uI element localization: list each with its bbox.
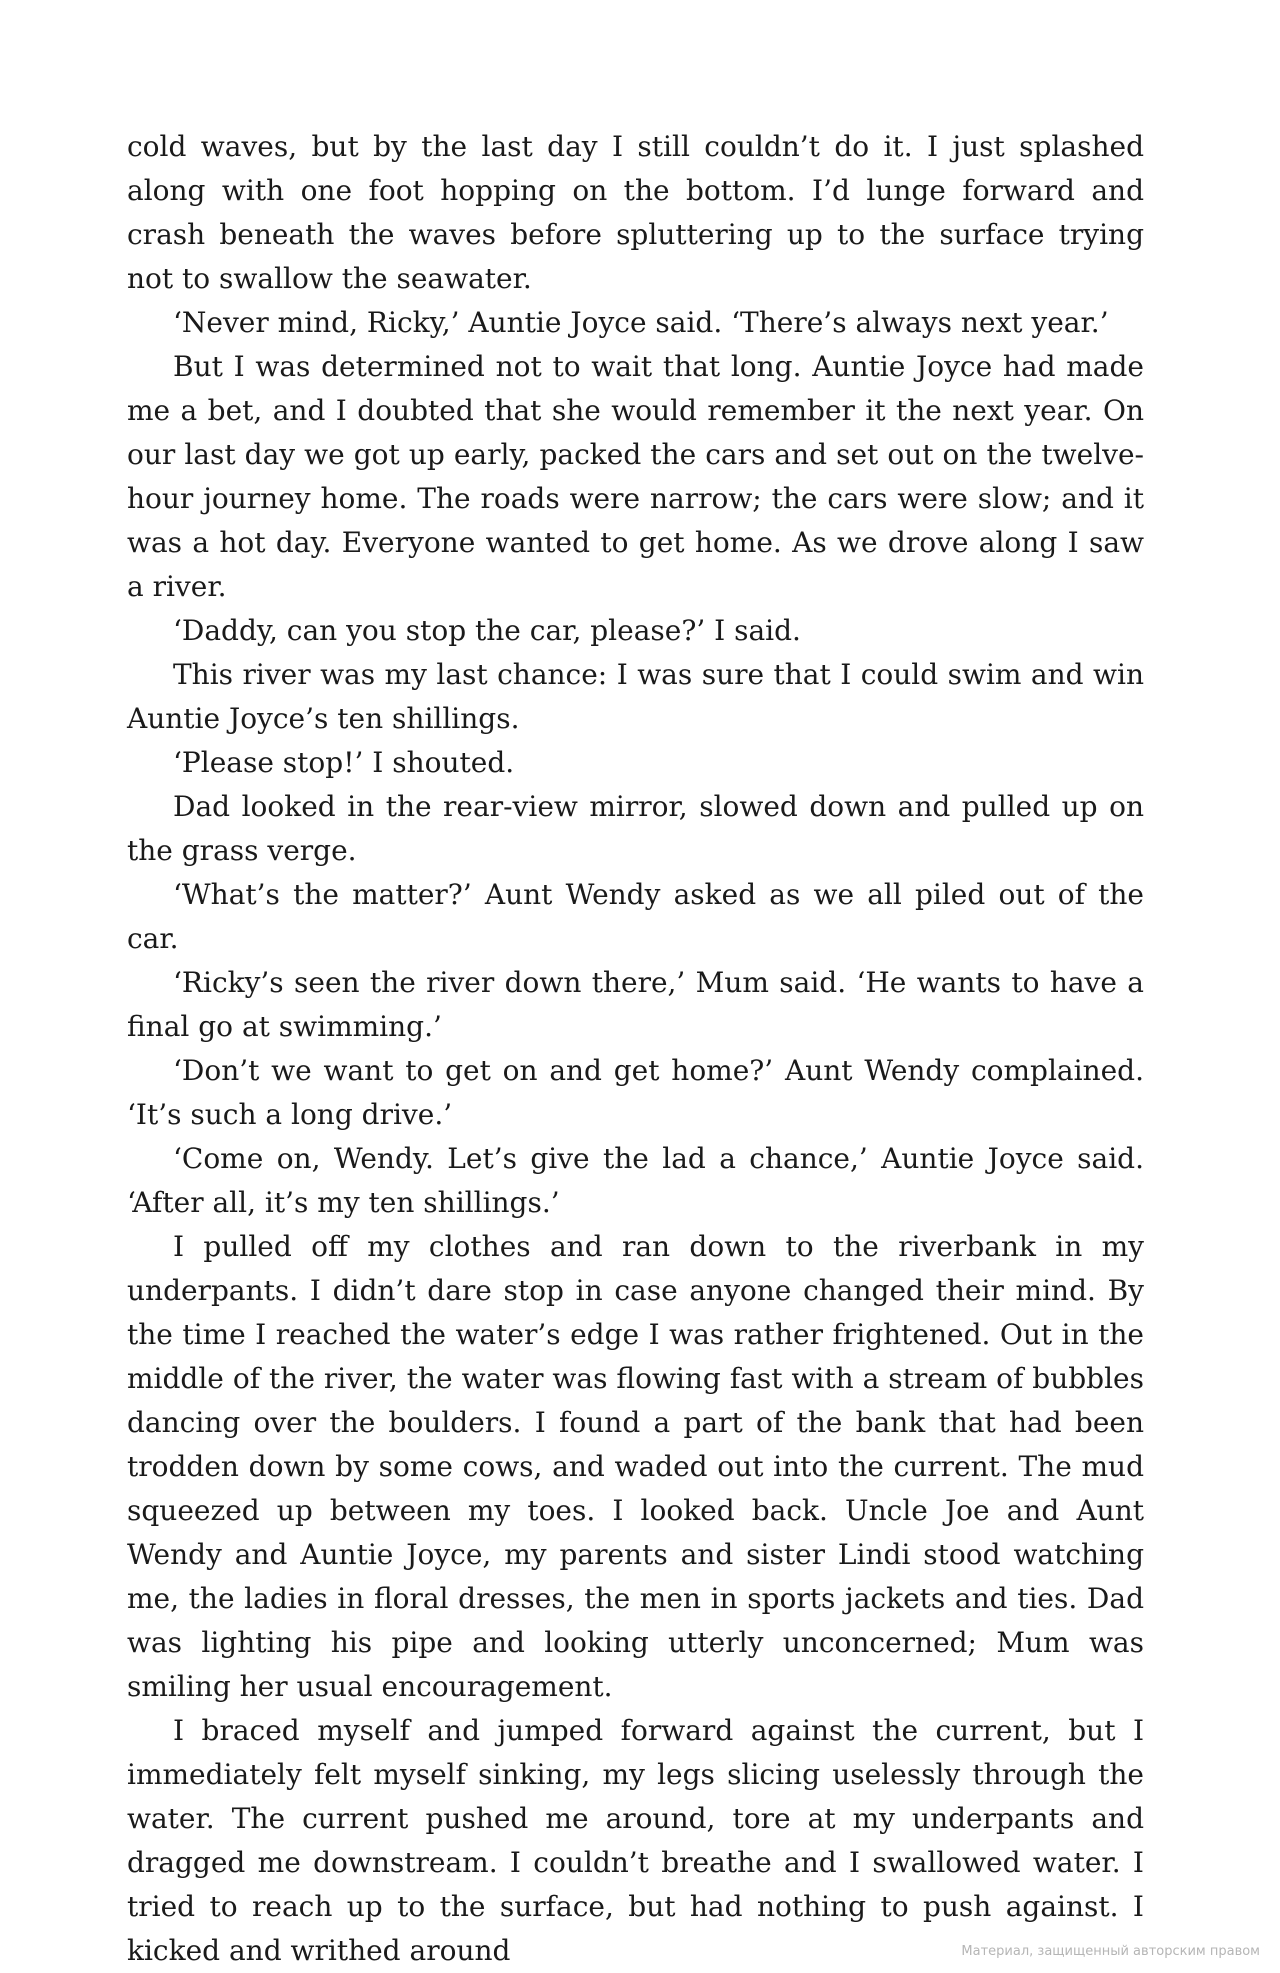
paragraph: ‘Please stop!’ I shouted. [173, 746, 515, 779]
paragraph: ‘Come on, Wendy. Let’s give the lad a chance,’ Auntie Joyce said. ‘After all, it’s my ten shillings.’ [127, 1142, 1144, 1219]
copyright-watermark: Материал, защищенный авторским правом [961, 1944, 1260, 1959]
paragraph: This river was my last chance: I was sure that I could swim and win Auntie Joyce’s ten shillings. [127, 658, 1144, 735]
paragraph: ‘What’s the matter?’ Aunt Wendy asked as we all piled out of the car. [127, 878, 1144, 955]
paragraph: ‘Daddy, can you stop the car, please?’ I said. [173, 614, 801, 647]
page-body [127, 125, 1144, 1973]
paragraph: ‘Don’t we want to get on and get home?’ Aunt Wendy complained. ‘It’s such a long drive.’ [127, 1054, 1144, 1131]
paragraph: ‘Ricky’s seen the river down there,’ Mum said. ‘He wants to have a final go at swimming.’ [127, 966, 1144, 1043]
paragraph: I braced myself and jumped forward against the current, but I immediately felt myself sinking, my legs slicing uselessly through the water. The current pushed me around, tore at my underpants and dragged me downstream. I couldn’t breathe and I swallowed water. I tried to reach up to the surface, but had nothing to push against. I kicked and writhed around [127, 1714, 1144, 1967]
paragraph: But I was determined not to wait that long. Auntie Joyce had made me a bet, and I doubted that she would remember it the next year. On our last day we got up early, packed the cars and set out on the twelve-hour journey home. The roads were narrow; the cars were slow; and it was a hot day. Everyone wanted to get home. As we drove along I saw a river. [127, 350, 1144, 603]
paragraph: ‘Never mind, Ricky,’ Auntie Joyce said. ‘There’s always next year.’ [173, 306, 1109, 339]
paragraph: I pulled off my clothes and ran down to the riverbank in my underpants. I didn’t dare stop in case anyone changed their mind. By the time I reached the water’s edge I was rather frightened. Out in the middle of the river, the water was flowing fast with a stream of bubbles dancing over the boulders. I found a part of the bank that had been trodden down by some cows, and waded out into the current. The mud squeezed up between my toes. I looked back. Uncle Joe and Aunt Wendy and Auntie Joyce, my parents and sister Lindi stood watching me, the ladies in floral dresses, the men in sports jackets and ties. Dad was lighting his pipe and looking utterly unconcerned; Mum was smiling her usual encouragement. [127, 1230, 1144, 1703]
paragraph: cold waves, but by the last day I still couldn’t do it. I just splashed along with one foot hopping on the bottom. I’d lunge forward and crash beneath the waves before spluttering up to the surface trying not to swallow the seawater. [127, 130, 1144, 295]
paragraph: Dad looked in the rear-view mirror, slowed down and pulled up on the grass verge. [127, 790, 1144, 867]
